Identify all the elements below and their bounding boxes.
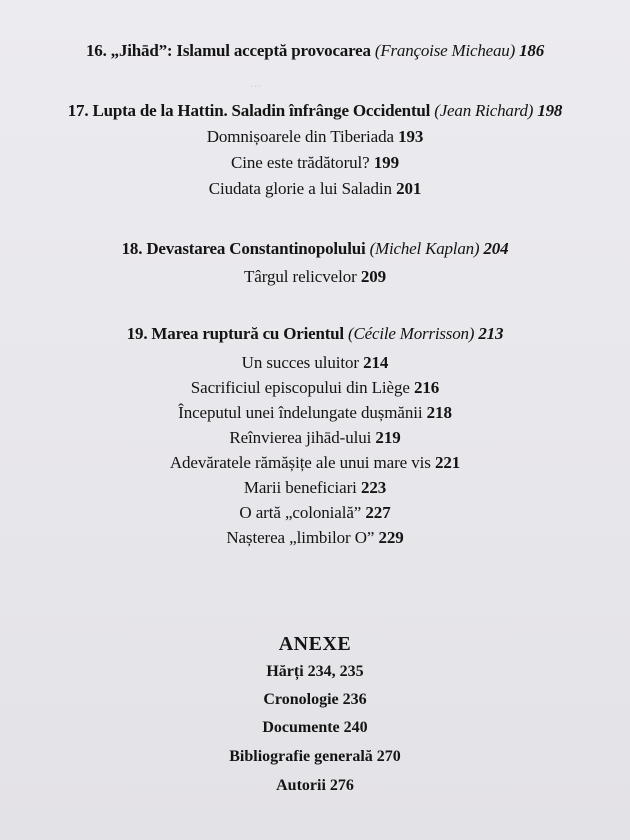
sub-title: Marii beneficiari	[243, 478, 357, 497]
anexe-item-4	[0, 749, 630, 765]
chapter-19-sub-3	[0, 404, 630, 421]
sub-page: 201	[396, 179, 422, 198]
chapter-19-sub-6	[0, 479, 630, 496]
sub-page: 193	[398, 127, 424, 146]
chapter-19-sub-5	[0, 454, 630, 471]
chapter-19-sub-4	[0, 429, 630, 446]
sub-title: Sacrificiul episcopului din Liège	[190, 378, 410, 397]
sub-title: Reînvierea jihād-ului	[229, 428, 372, 447]
anexe-label: Documente	[262, 719, 340, 736]
chapter-16-page: 186	[519, 41, 545, 60]
chapter-19-title: 19. Marea ruptură cu Orientul	[126, 324, 344, 343]
sub-page: 227	[365, 503, 391, 522]
sub-page: 199	[373, 153, 399, 172]
sub-page: 221	[434, 453, 461, 472]
chapter-18-page: 204	[483, 239, 509, 258]
anexe-item-2	[0, 692, 630, 708]
sub-page: 214	[363, 353, 389, 372]
chapter-19-sub-8	[0, 529, 630, 546]
chapter-19-entry	[0, 325, 630, 342]
chapter-18-title: 18. Devastarea Constantinopolului	[121, 239, 366, 258]
sub-title: Domnișoarele din Tiberiada	[206, 127, 394, 146]
anexe-item-1	[0, 664, 630, 680]
chapter-17-entry	[0, 102, 630, 119]
sub-page: 216	[414, 378, 440, 397]
chapter-17-sub-3	[0, 180, 630, 197]
chapter-16-entry	[0, 42, 630, 59]
sub-title: Cine este trădătorul?	[231, 153, 370, 172]
anexe-label: Bibliografie generală	[229, 748, 373, 765]
chapter-16-author: (Françoise Micheau)	[374, 41, 516, 60]
sub-title: O artă „colonială”	[239, 503, 362, 522]
chapter-19-page: 213	[478, 324, 504, 343]
anexe-page: 234, 235	[307, 663, 364, 680]
anexe-page: 276	[329, 777, 354, 794]
chapter-19-sub-7	[0, 504, 630, 521]
anexe-page: 240	[343, 719, 368, 736]
sub-page: 223	[360, 478, 387, 497]
sub-page: 229	[378, 528, 404, 547]
sub-title: Târgul relicvelor	[243, 267, 357, 286]
chapter-17-title: 17. Lupta de la Hattin. Saladin înfrânge Occidentul	[67, 101, 431, 120]
anexe-label: Hărți	[266, 663, 304, 680]
sub-title: Ciudata glorie a lui Saladin	[208, 179, 392, 198]
chapter-16-title: 16. „Jihād”: Islamul acceptă provocarea	[85, 41, 371, 60]
chapter-17-author: (Jean Richard)	[434, 101, 534, 120]
chapter-18-sub-1	[0, 268, 630, 285]
sub-page: 209	[360, 267, 387, 286]
chapter-17-sub-1	[0, 128, 630, 145]
chapter-19-sub-1	[0, 354, 630, 371]
anexe-page: 236	[342, 691, 367, 708]
chapter-17-sub-2	[0, 154, 630, 171]
anexe-label: Cronologie	[263, 691, 339, 708]
chapter-17-page: 198	[537, 101, 563, 120]
chapter-19-sub-2	[0, 379, 630, 396]
anexe-page: 270	[376, 748, 401, 765]
anexe-label: Autorii	[276, 777, 326, 794]
chapter-18-entry	[0, 240, 630, 257]
chapter-19-author: (Cécile Morrisson)	[348, 324, 475, 343]
sub-title: Adevăratele rămășițe ale unui mare vis	[169, 453, 431, 472]
anexe-item-5	[0, 778, 630, 794]
sub-page: 218	[426, 403, 452, 422]
show-through-text: ...	[250, 75, 262, 91]
sub-page: 219	[375, 428, 401, 447]
sub-title: Un succes uluitor	[241, 353, 359, 372]
sub-title: Începutul unei îndelungate dușmănii	[178, 403, 423, 422]
sub-title: Nașterea „limbilor O”	[226, 528, 375, 547]
anexe-item-3	[0, 720, 630, 736]
chapter-18-author: (Michel Kaplan)	[369, 239, 480, 258]
anexe-heading: ANEXE	[278, 633, 352, 655]
